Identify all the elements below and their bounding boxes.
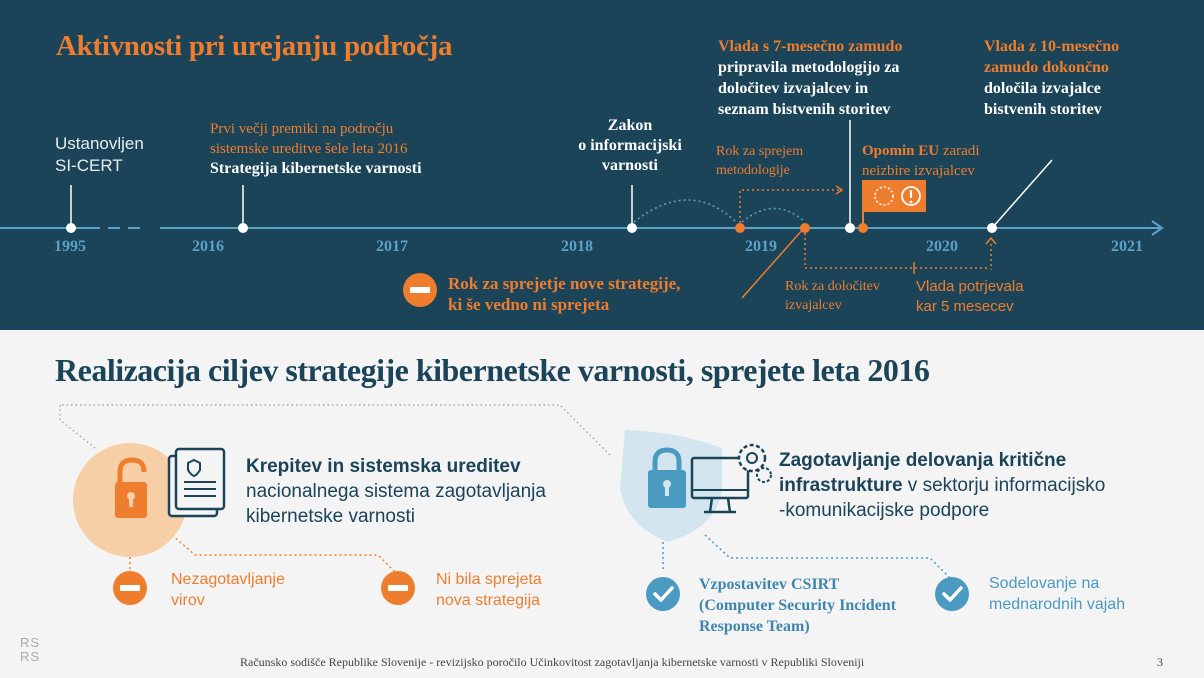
method-deadline-label: Rok za sprejem metodologije: [716, 144, 804, 178]
zakon-label: Zakon o informacijski varnosti: [578, 117, 682, 174]
year-label: 2020: [926, 238, 958, 255]
strategy-2016-label: Prvi večji premiki na področju sistemske ureditve šele leta 2016 Strategija kibernetske varnosti: [210, 121, 422, 177]
right-goal-text: Zagotavljanje delovanja kritične infrastrukture v sektorju informacijsko -komunikacijske podpore: [779, 450, 1106, 521]
vlada-5-label: Vlada potrjevala kar 5 mesecev: [916, 278, 1024, 315]
year-label: 2021: [1111, 238, 1143, 255]
section-title: Realizacija ciljev strategije kibernetske varnosti, sprejete leta 2016: [55, 352, 930, 388]
opomin-eu-label: Opomin EU zaradi neizbire izvajalcev: [862, 143, 980, 179]
vlada-7-label: Vlada s 7-mesečno zamudo pripravila metodologijo za določitev izvajalcev in seznam bistvenih storitev: [718, 38, 903, 118]
positive-item-csirt: Vzpostavitev CSIRT (Computer Security Incident Response Team): [699, 576, 897, 635]
rs-logo: RS RS: [20, 635, 41, 664]
year-label: 2017: [376, 238, 408, 255]
timeline-title: Aktivnosti pri urejanju področja: [56, 30, 453, 62]
year-label: 2018: [561, 238, 593, 255]
si-cert-label: Ustanovljen SI-CERT: [55, 134, 144, 175]
providers-deadline-label: Rok za določitev izvajalcev: [785, 279, 880, 313]
footer-text: Računsko sodišče Republike Slovenije - revizijsko poročilo Učinkovitost zagotavljanja kibernetske varnosti v Republiki Sloveniji: [240, 655, 865, 669]
page-number: 3: [1157, 655, 1163, 669]
year-label: 2016: [192, 238, 224, 255]
vlada-10-label: Vlada z 10-mesečno zamudo dokončno določila izvajalce bistvenih storitev: [984, 38, 1120, 118]
negative-item-strategy: Ni bila sprejeta nova strategija: [436, 571, 542, 609]
positive-item-exercises: Sodelovanje na mednarodnih vajah: [989, 575, 1126, 613]
negative-item-resources: Nezagotavljanje virov: [171, 571, 285, 609]
year-label: 1995: [54, 238, 86, 255]
new-strategy-label: Rok za sprejetje nove strategije, ki še vedno ni sprejeta: [448, 274, 681, 314]
left-goal-text: Krepitev in sistemska ureditev nacionalnega sistema zagotavljanja kibernetske varnosti: [246, 456, 546, 527]
year-label: 2019: [745, 238, 777, 255]
